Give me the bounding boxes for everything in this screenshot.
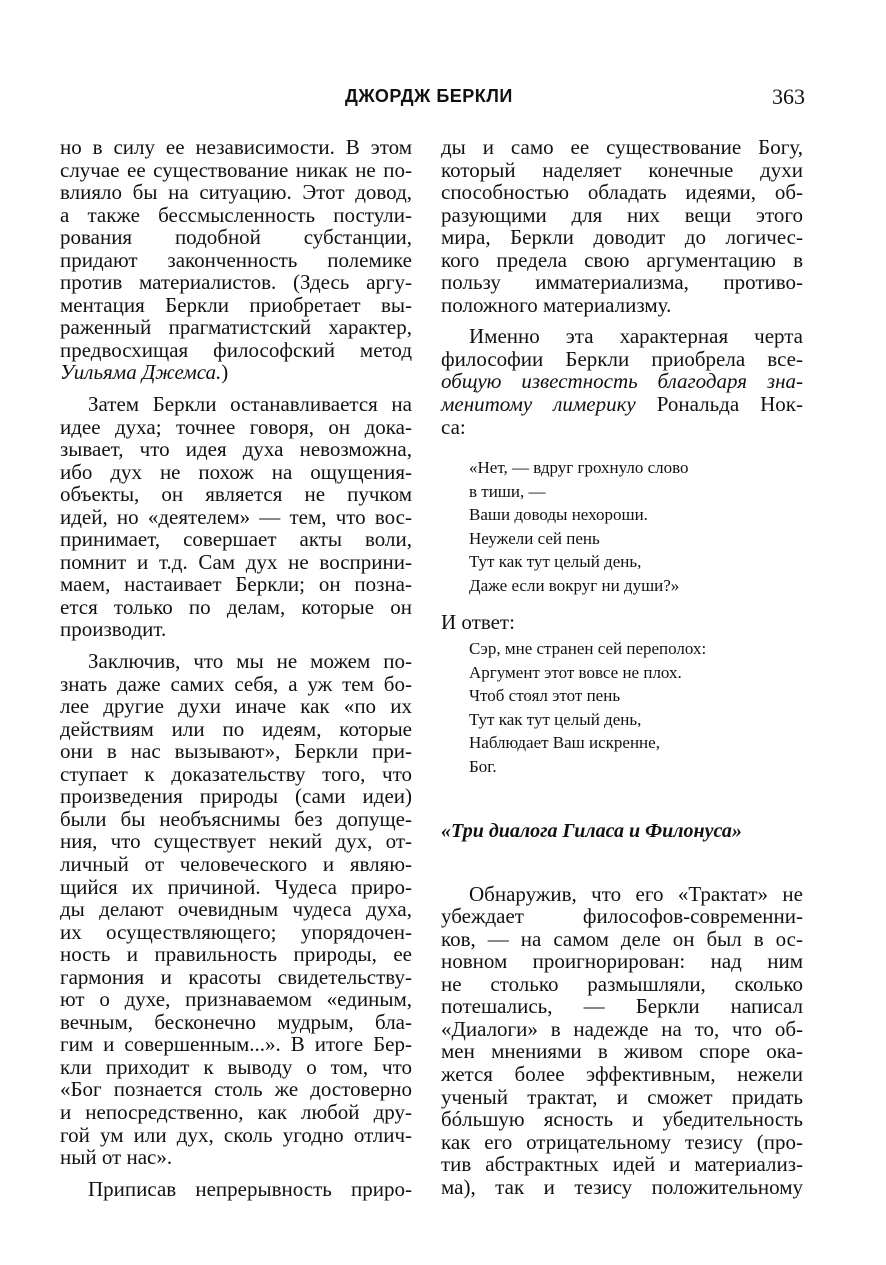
verse-line: Даже если вокруг ни души?» — [469, 575, 680, 595]
text-line: ется только по делам, которые он — [60, 594, 412, 619]
italic-name: Уильяма Джемса. — [60, 360, 222, 385]
text-line: они в нас вызывают», Беркли при- — [60, 739, 412, 764]
paragraph — [60, 393, 412, 641]
text-line: произведения природы (сами идеи) — [60, 784, 412, 809]
text-line: кли приходит к выводу о том, что — [60, 1054, 412, 1079]
text-line: не столько размышляли, сколько — [441, 971, 803, 996]
text-line: были бы необъяснимы без допуще- — [60, 806, 412, 831]
verse-line: Аргумент этот вовсе не плох. — [469, 662, 682, 682]
text-line: ков, — на самом деле он был в ос- — [441, 926, 803, 951]
text-line: Приписав непрерывность приро- — [88, 1176, 412, 1201]
section-heading: «Три диалога Гиласа и Филонуса» — [441, 820, 742, 843]
text-line: положного материализму. — [441, 292, 672, 317]
text-line — [441, 370, 803, 393]
text-line: ментация Беркли приобретает вы- — [60, 292, 412, 317]
text-line: ибо дух не похож на ощущения- — [60, 459, 412, 484]
text-line: маем, настаивает Беркли; он позна- — [60, 572, 412, 597]
text-line: предвосхищая философский метод — [60, 337, 412, 362]
verse-line: Сэр, мне странен сей переполох: — [469, 639, 707, 659]
text-line: зывает, что идея духа невозможна, — [60, 437, 412, 462]
text-line: новном проигнорирован: над ним — [441, 949, 803, 974]
text-line: мен мнениями в живом споре ока- — [441, 1039, 803, 1064]
verse-line: Чтоб стоял этот пень — [469, 686, 621, 706]
text-line: ный от нас». — [60, 1145, 173, 1170]
text-line: мира, Беркли доводит до логичес- — [441, 225, 803, 250]
text-line: раженный прагматистский характер, — [60, 315, 412, 340]
verse-question — [441, 456, 803, 597]
running-title: ДЖОРДЖ БЕРКЛИ — [345, 86, 513, 106]
text-line: и непосредственно, как любой дру- — [60, 1099, 412, 1124]
verse-answer — [441, 637, 803, 778]
text-line: «Бог познается столь же достоверно — [60, 1077, 412, 1102]
answer-intro: И ответ: — [441, 610, 515, 635]
verse-line: Наблюдает Ваш искренне, — [469, 733, 660, 753]
text-line: их осуществляющего; упорядочен- — [60, 919, 412, 944]
text-line: Заключив, что мы не можем по- — [88, 649, 412, 674]
text-line: потешались, — Беркли написал — [441, 994, 803, 1019]
text-line: действиям или по идеям, которые — [60, 716, 412, 741]
text-line: убеждает философов-современни- — [441, 904, 803, 929]
verse-line: Ваши доводы нехороши. — [469, 505, 648, 525]
text-line: знать даже самих себя, а уж тем бо- — [60, 671, 412, 696]
text-line: ды и само ее существование Богу, — [441, 135, 803, 159]
verse-line: Тут как тут целый день, — [469, 552, 642, 572]
text-line — [60, 361, 412, 384]
text-line: щийся их причиной. Чудеса приро- — [60, 874, 412, 899]
paragraph — [60, 650, 412, 1169]
text-line: разующими для них вещи этого — [441, 202, 803, 227]
verse-line: в тиши, — — [469, 481, 546, 501]
text-line: бóльшую ясность и убедительность — [441, 1107, 803, 1132]
right-column — [441, 136, 803, 1198]
text-line: а также бессмысленность постули- — [60, 202, 412, 227]
paragraph — [441, 325, 803, 438]
text-line: философии Беркли приобрела все- — [441, 346, 803, 371]
paragraph — [60, 136, 412, 384]
paragraph — [60, 1178, 412, 1201]
text-line: ния, что существует некий дух, от- — [60, 829, 412, 854]
text-fragment: Рональда Нок- — [635, 392, 803, 417]
text-line: пользу имматериализма, противо- — [441, 270, 803, 295]
verse-line: «Нет, — вдруг грохнуло слово — [469, 458, 689, 478]
text-line: рования подобной субстанции, — [60, 225, 412, 250]
verse-line: Тут как тут целый день, — [469, 709, 642, 729]
paragraph — [441, 883, 803, 1199]
italic-text: менитому лимерику — [441, 392, 636, 417]
text-line: против материалистов. (Здесь аргу- — [60, 270, 412, 295]
text-line: ма), так и тезису положительному — [441, 1174, 803, 1199]
text-line: который наделяет конечные духи — [441, 157, 803, 182]
left-column — [60, 136, 412, 1200]
verse-line: Бог. — [469, 756, 497, 776]
text-line: лее другие духи иначе как «по их — [60, 694, 412, 719]
text-line: гармония и красоты свидетельству- — [60, 964, 412, 989]
text-line: ют о духе, признаваемом «единым, — [60, 987, 412, 1012]
text-line: Обнаружив, что его «Трактат» не — [469, 881, 803, 906]
italic-text: общую известность благодаря зна- — [441, 369, 803, 394]
text-line: производит. — [60, 617, 167, 642]
paragraph — [441, 136, 803, 316]
text-line: ды делают очевидным чудеса духа, — [60, 897, 412, 922]
text-line: идей, но «деятелем» — тем, что вос- — [60, 504, 412, 529]
text-line: вечным, бесконечно мудрым, бла- — [60, 1009, 412, 1034]
text-line: ученый трактат, и сможет придать — [441, 1084, 803, 1109]
text-line: способностью обладать идеями, об- — [441, 180, 803, 205]
text-line: объекты, он является не пучком — [60, 482, 412, 507]
verse-line: Неужели сей пень — [469, 528, 600, 548]
text-line: Затем Беркли останавливается на — [88, 392, 412, 417]
text-fragment: ) — [221, 360, 229, 385]
text-line: ность и правильность природы, ее — [60, 942, 412, 967]
text-line: кого предела свою аргументацию в — [441, 247, 803, 272]
text-line: но в силу ее независимости. В этом — [60, 135, 412, 159]
text-line: влияло бы на ситуацию. Этот довод, — [60, 180, 412, 205]
text-line: придают законченность полемике — [60, 247, 412, 272]
text-line: как его отрицательному тезису (про- — [441, 1129, 803, 1154]
text-line: ступает к доказательству того, что — [60, 761, 412, 786]
running-head — [60, 86, 805, 116]
text-line: помнит и т.д. Сам дух не восприни- — [60, 549, 412, 574]
text-line: принимает, совершает акты воли, — [60, 527, 412, 552]
text-line: гим и совершенным...». В итоге Бер- — [60, 1032, 412, 1057]
text-line: са: — [441, 414, 466, 439]
page-number: 363 — [772, 84, 805, 109]
text-line: личный от человеческого и являю- — [60, 851, 412, 876]
text-line: тив абстрактных идей и материализ- — [441, 1152, 803, 1177]
text-line: идее духа; точнее говоря, он дока- — [60, 414, 412, 439]
text-line: жется более эффективным, нежели — [441, 1062, 803, 1087]
text-line: гой ум или дух, сколь угодно отлич- — [60, 1122, 412, 1147]
text-line: «Диалоги» в надежде на то, что об- — [441, 1016, 803, 1041]
text-line — [441, 393, 803, 416]
text-line: Именно эта характерная черта — [469, 324, 803, 349]
text-line: случае ее существование никак не по- — [60, 157, 412, 182]
